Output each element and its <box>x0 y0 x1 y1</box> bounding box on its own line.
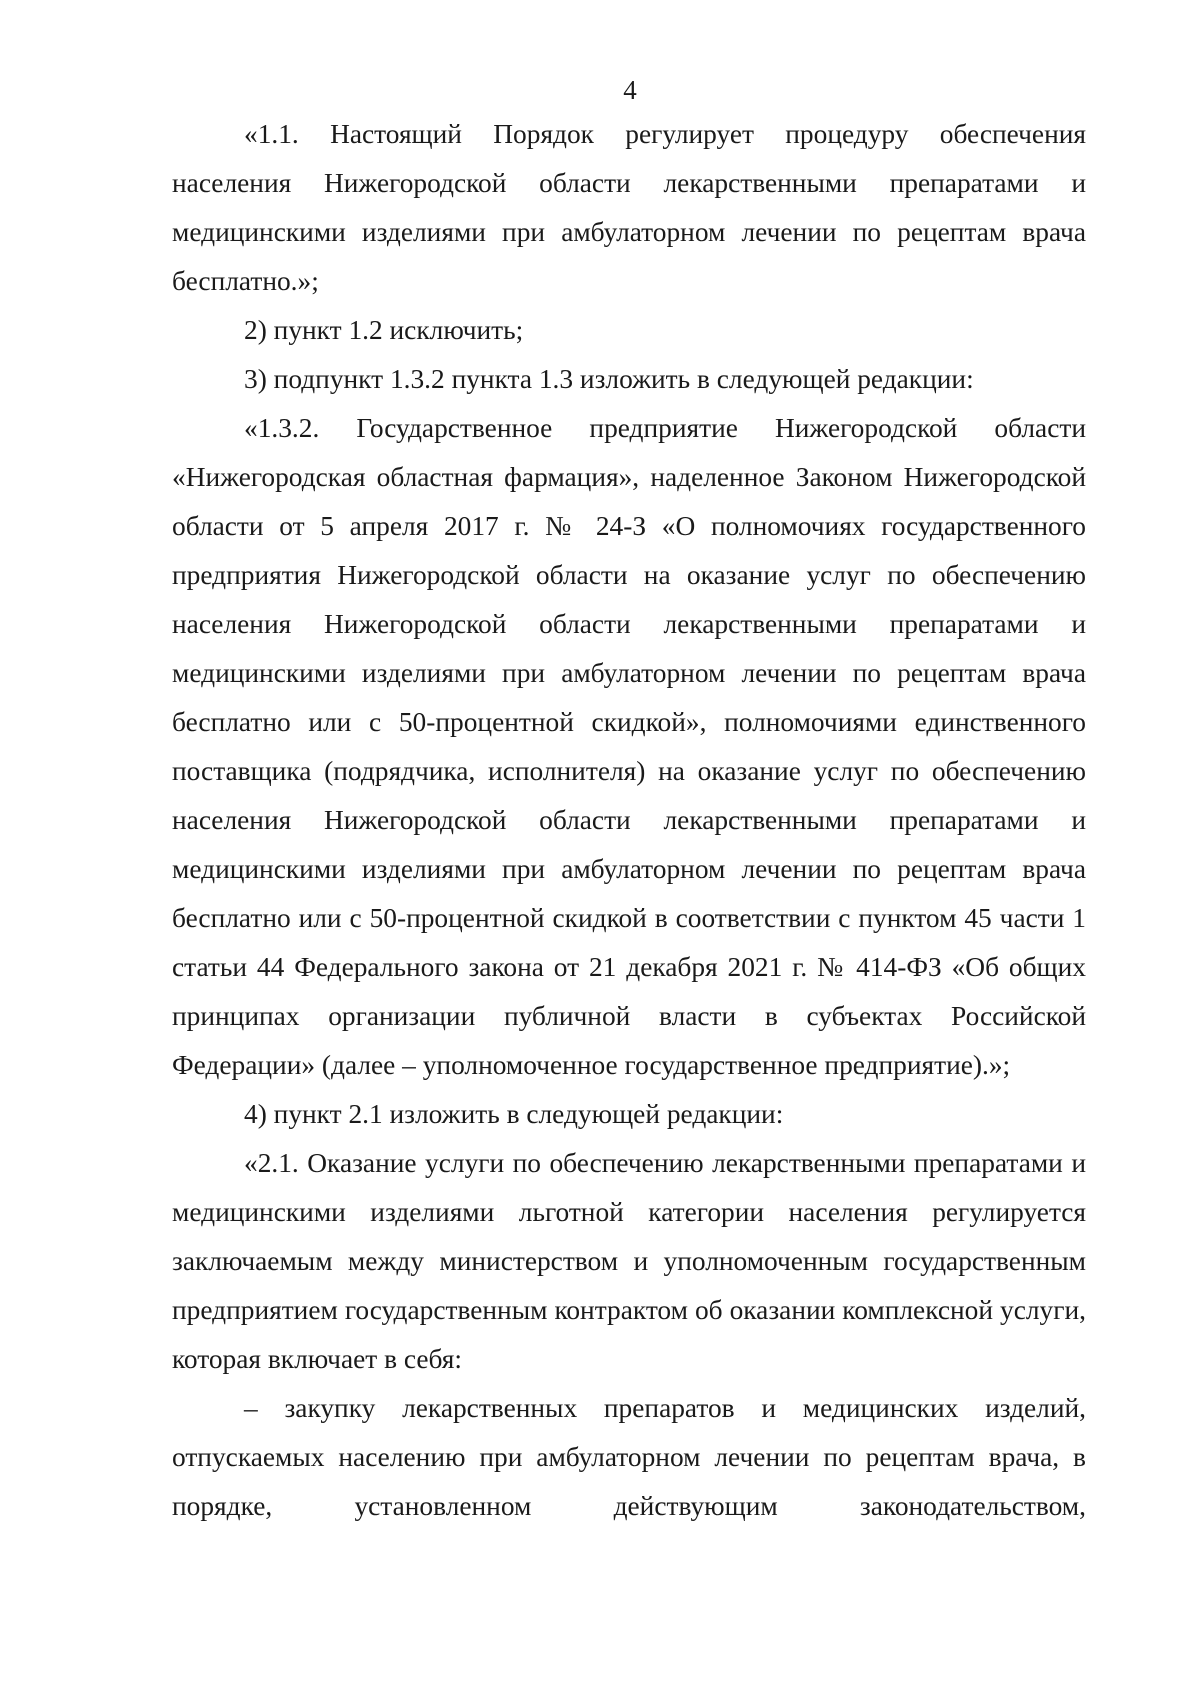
paragraph-item-4: 4) пункт 2.1 изложить в следующей редакции: <box>244 1099 784 1129</box>
paragraph-1-1: «1.1. Настоящий Порядок регулирует процедуру обеспечения населения Нижегородской области лекарственными препаратами и медицинскими изделиями при амбулаторном лечении по рецептам врача бесплатно.»; <box>172 119 1086 296</box>
paragraph-item-2: 2) пункт 1.2 исключить; <box>244 315 524 345</box>
page-number: 4 <box>623 75 637 105</box>
paragraph-procurement-dash: – закупку лекарственных препаратов и медицинских изделий, отпускаемых населению при амбулаторном лечении по рецептам врача, в порядке, установленном действующим законодательством, <box>172 1393 1086 1521</box>
paragraph-2-1: «2.1. Оказание услуги по обеспечению лекарственными препаратами и медицинскими изделиями льготной категории населения регулируется заключаемым между министерством и уполномоченным государственным предприятием государственным контрактом об оказании комплексной услуги, которая включает в себя: <box>172 1148 1086 1374</box>
document-body <box>172 110 1086 1531</box>
paragraph-item-3: 3) подпункт 1.3.2 пункта 1.3 изложить в следующей редакции: <box>244 364 974 394</box>
paragraph-1-3-2: «1.3.2. Государственное предприятие Нижегородской области «Нижегородская областная фармация», наделенное Законом Нижегородской области от 5 апреля 2017 г. № 24-З «О полномочиях государственного предприятия Нижегородской области на оказание услуг по обеспечению населения Нижегородской области лекарственными препаратами и медицинскими изделиями при амбулаторном лечении по рецептам врача бесплатно или с 50-процентной скидкой», полномочиями единственного поставщика (подрядчика, исполнителя) на оказание услуг по обеспечению населения Нижегородской области лекарственными препаратами и медицинскими изделиями при амбулаторном лечении по рецептам врача бесплатно или с 50-процентной скидкой в соответствии с пунктом 45 части 1 статьи 44 Федерального закона от 21 декабря 2021 г. № 414-ФЗ «Об общих принципах организации публичной власти в субъектах Российской Федерации» (далее – уполномоченное государственное предприятие).»; <box>172 413 1086 1080</box>
